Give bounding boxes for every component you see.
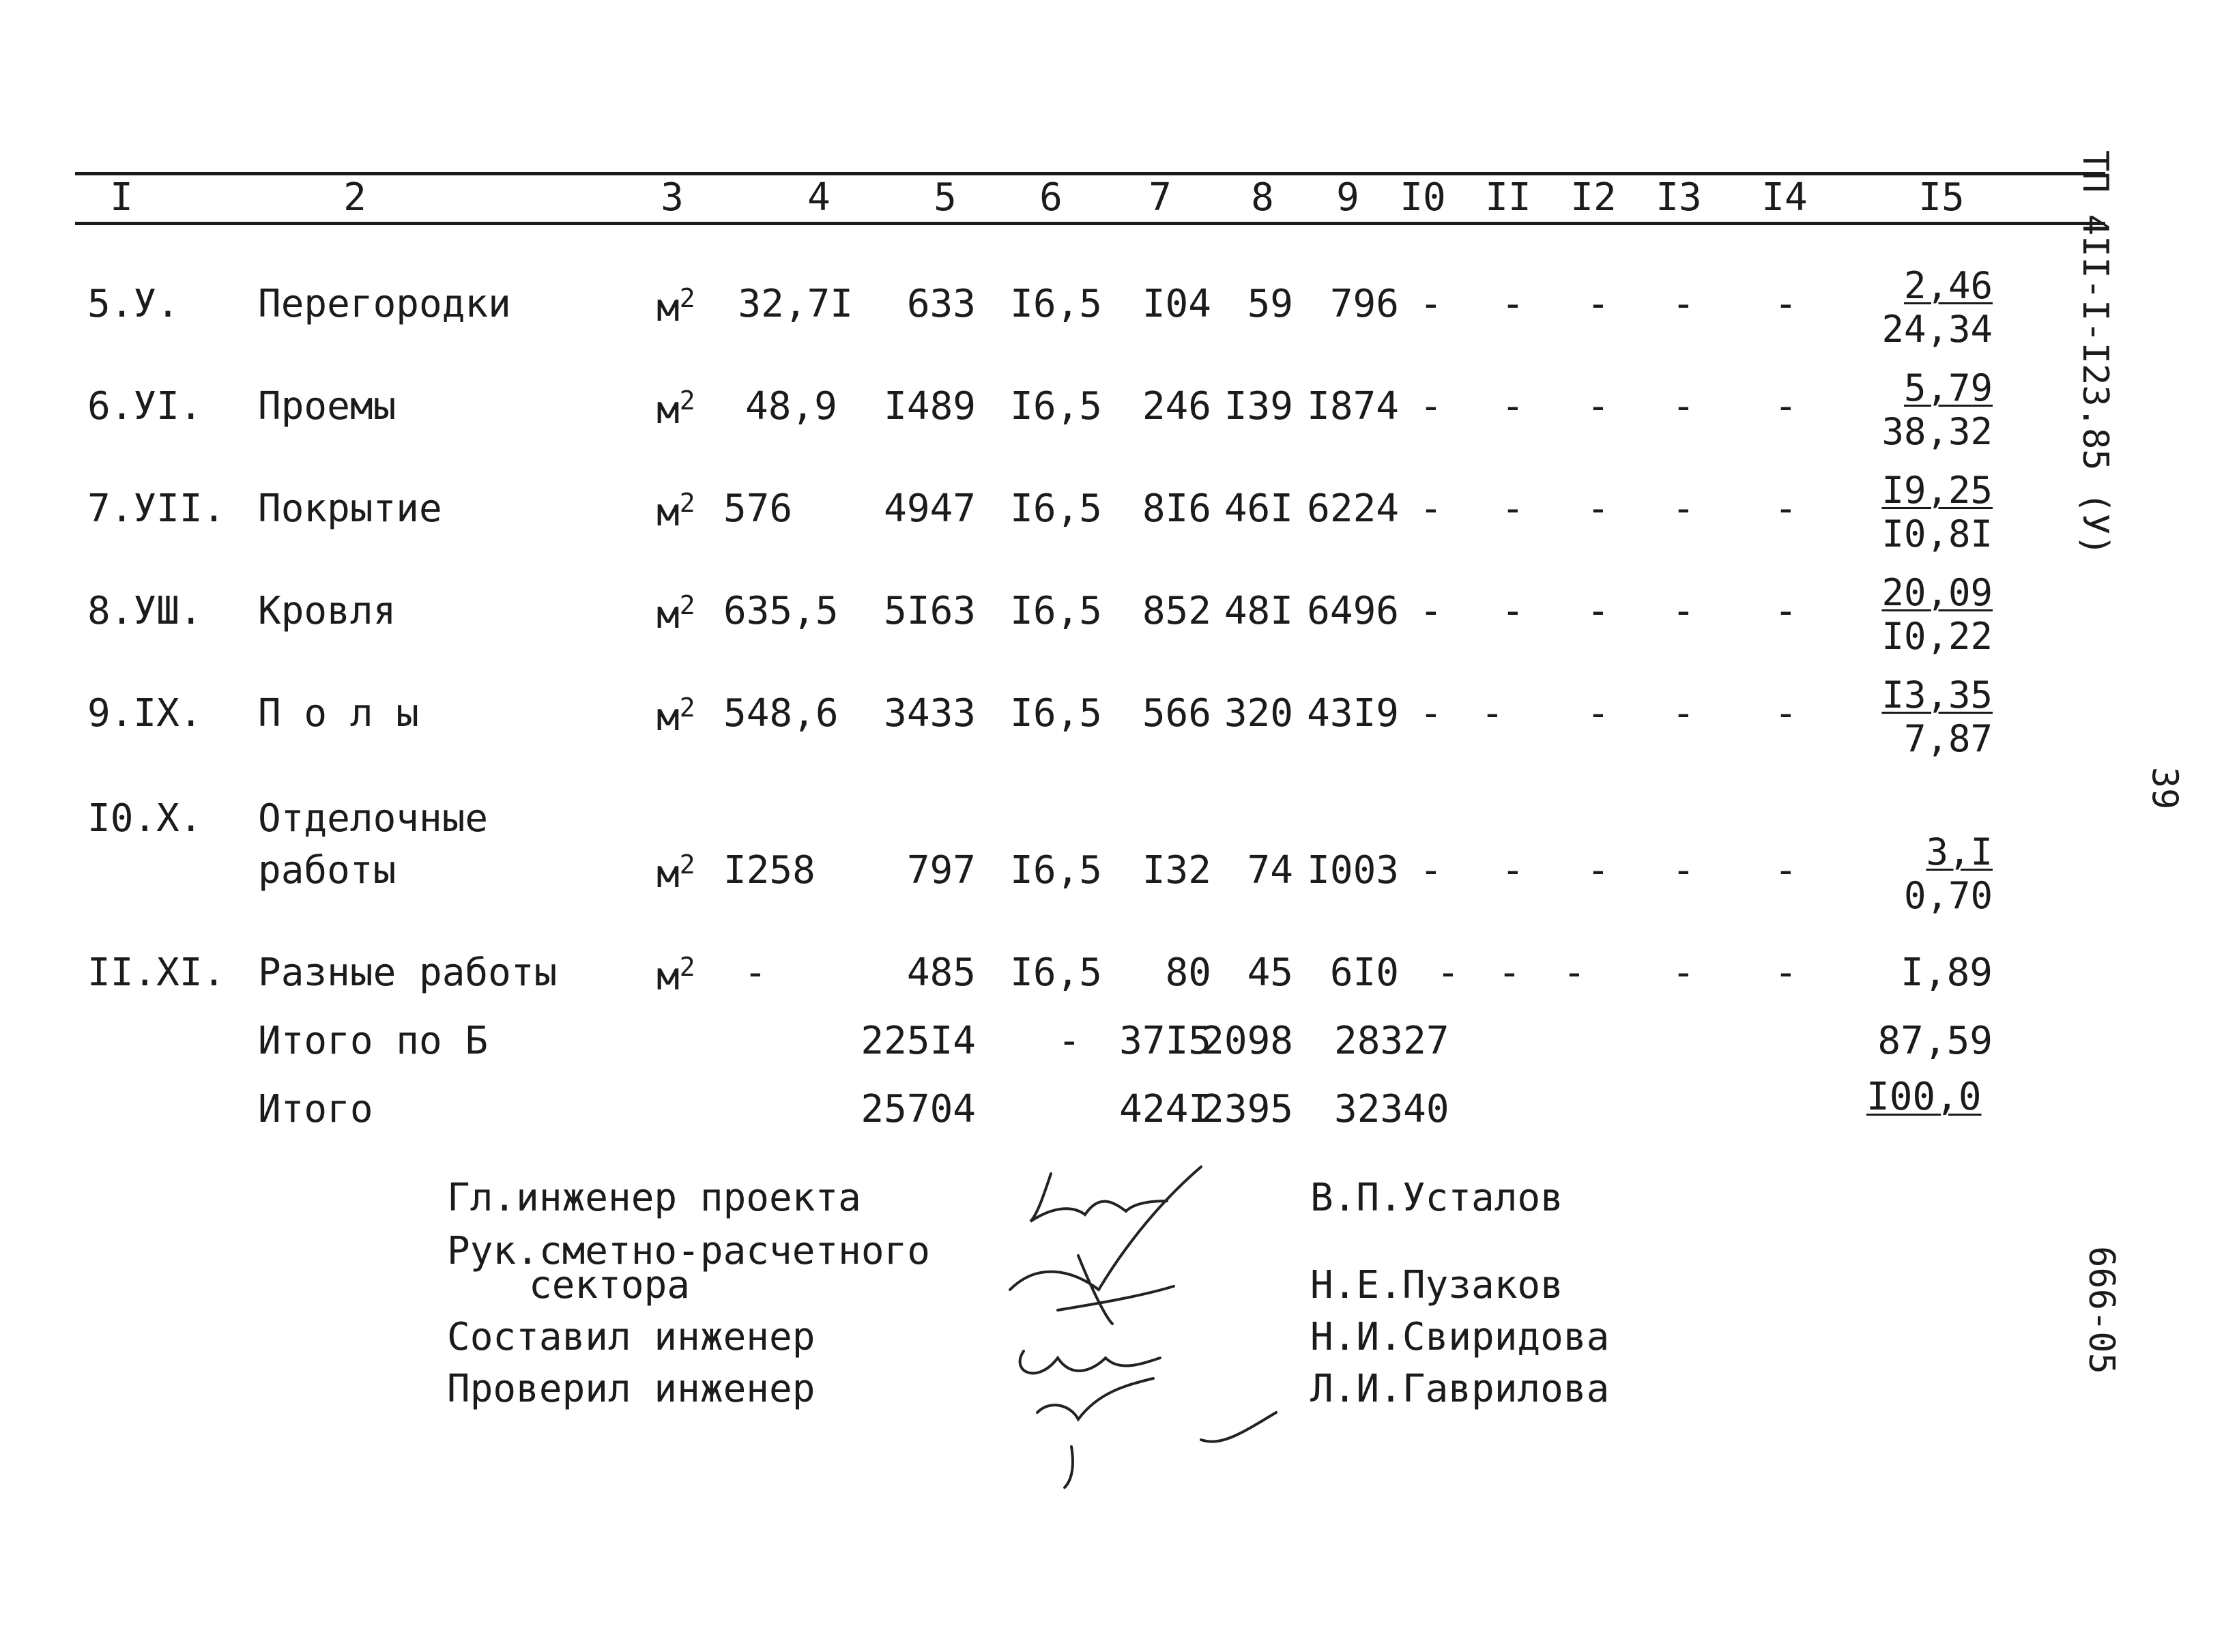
row-dash-13: - bbox=[1672, 384, 1695, 429]
row-col-9: 6496 bbox=[1307, 589, 1399, 633]
row-col-15-top: 3,I bbox=[1926, 830, 1993, 873]
row-dash-13: - bbox=[1672, 282, 1695, 326]
row-col-5: 485 bbox=[906, 951, 976, 995]
name-compiler: Н.И.Свиридова bbox=[1310, 1315, 1610, 1359]
row-col-6: I6,5 bbox=[1010, 848, 1102, 893]
col-header-13: I3 bbox=[1656, 175, 1702, 220]
row-col-8: 48I bbox=[1224, 589, 1293, 633]
row-col-4: I258 bbox=[723, 848, 815, 893]
row-col-8: 74 bbox=[1247, 848, 1293, 893]
row-name: Кровля bbox=[258, 589, 396, 633]
row-dash-11: - bbox=[1501, 848, 1525, 893]
col-header-12: I2 bbox=[1570, 175, 1617, 220]
row-dash-10: - bbox=[1419, 384, 1443, 429]
row-dash-14: - bbox=[1774, 384, 1797, 429]
row-col-8: 59 bbox=[1247, 282, 1293, 326]
row-dash-13: - bbox=[1672, 951, 1695, 995]
role-estimate-head: Рук.сметно-расчетного bbox=[447, 1229, 931, 1273]
row-dash-13: - bbox=[1672, 691, 1695, 736]
row-dash-11: - bbox=[1501, 589, 1525, 633]
signature-1 bbox=[1030, 1174, 1167, 1221]
row-dash-14: - bbox=[1774, 487, 1797, 531]
row-dash-12: - bbox=[1587, 487, 1610, 531]
grand-total-col-15: I00,0 bbox=[1866, 1075, 1982, 1119]
row-dash-12: - bbox=[1587, 282, 1610, 326]
col-header-1: I bbox=[110, 175, 133, 220]
handwritten-signatures bbox=[996, 1153, 1297, 1494]
row-dash-13: - bbox=[1672, 487, 1695, 531]
row-name-line-2: работы bbox=[258, 848, 396, 893]
row-col-4: 48,9 bbox=[745, 384, 837, 429]
row-number: 5.У. bbox=[87, 282, 179, 326]
row-number: 8.УШ. bbox=[87, 589, 203, 633]
row-dash-13: - bbox=[1672, 589, 1695, 633]
role-compiler: Составил инженер bbox=[447, 1315, 815, 1359]
row-col-15-top: I9,25 bbox=[1881, 469, 1993, 512]
row-col-15 bbox=[1843, 366, 1993, 453]
totals-col-7: 37I5 bbox=[1119, 1019, 1211, 1063]
row-number: I0.X. bbox=[87, 796, 203, 841]
row-col-6: I6,5 bbox=[1010, 487, 1102, 531]
row-col-15-bottom: 7,87 bbox=[1903, 717, 1993, 760]
row-col-15 bbox=[1843, 469, 1993, 555]
row-col-15 bbox=[1843, 571, 1993, 658]
row-col-9: 796 bbox=[1329, 282, 1399, 326]
role-checker: Проверил инженер bbox=[447, 1367, 815, 1411]
col-header-11: II bbox=[1485, 175, 1531, 220]
signature-2 bbox=[1010, 1167, 1201, 1324]
row-unit: $м^2$ bbox=[656, 693, 695, 740]
name-chief-engineer: В.П.Усталов bbox=[1310, 1176, 1563, 1220]
row-col-15-top: 20,09 bbox=[1881, 571, 1993, 614]
totals-label: Итого по Б bbox=[258, 1019, 489, 1063]
row-unit: $м^2$ bbox=[656, 283, 695, 330]
table-header-rule bbox=[75, 222, 2105, 225]
row-col-7: 566 bbox=[1142, 691, 1211, 736]
row-col-5: 3433 bbox=[884, 691, 976, 736]
row-col-6: I6,5 bbox=[1010, 384, 1102, 429]
grand-total-col-7: 424I bbox=[1119, 1087, 1211, 1131]
row-col-6: I6,5 bbox=[1010, 282, 1102, 326]
name-estimate-head: Н.Е.Пузаков bbox=[1310, 1263, 1563, 1307]
row-dash-10: - bbox=[1419, 691, 1443, 736]
row-col-5: 5I63 bbox=[884, 589, 976, 633]
name-checker: Л.И.Гаврилова bbox=[1310, 1367, 1610, 1411]
signature-4 bbox=[1037, 1378, 1276, 1488]
row-dash-11: - bbox=[1501, 384, 1525, 429]
row-number: 6.УI. bbox=[87, 384, 203, 429]
row-col-4: 576 bbox=[723, 487, 793, 531]
col-header-2: 2 bbox=[343, 175, 366, 220]
row-col-5: 4947 bbox=[884, 487, 976, 531]
row-name-line-1: Отделочные bbox=[258, 796, 489, 841]
row-dash-10: - bbox=[1419, 487, 1443, 531]
row-col-15: I,89 bbox=[1901, 951, 1993, 995]
row-dash-11: - bbox=[1501, 282, 1525, 326]
row-dash-10: - bbox=[1436, 951, 1460, 995]
row-col-15-bottom: I0,22 bbox=[1881, 615, 1993, 658]
row-col-9: I003 bbox=[1307, 848, 1399, 893]
row-dash-12: - bbox=[1587, 589, 1610, 633]
row-col-5: 797 bbox=[906, 848, 976, 893]
doc-code: ТП 4II-I-I23.85 (У) bbox=[2075, 150, 2115, 556]
row-col-7: 8I6 bbox=[1142, 487, 1211, 531]
page-number: 39 bbox=[2143, 766, 2185, 810]
row-col-15-bottom: 24,34 bbox=[1881, 308, 1993, 351]
row-col-8: 45 bbox=[1247, 951, 1293, 995]
row-col-7: I32 bbox=[1142, 848, 1211, 893]
row-col-15-top: 5,79 bbox=[1903, 366, 1993, 409]
row-dash-11: - bbox=[1501, 487, 1525, 531]
col-header-15: I5 bbox=[1918, 175, 1965, 220]
row-number: 9.IX. bbox=[87, 691, 203, 736]
totals-col-5: 225I4 bbox=[861, 1019, 976, 1063]
col-header-7: 7 bbox=[1149, 175, 1172, 220]
row-dash-11: - bbox=[1481, 691, 1504, 736]
row-col-4: 635,5 bbox=[723, 589, 839, 633]
row-name: Перегородки bbox=[258, 282, 511, 326]
row-col-7: I04 bbox=[1142, 282, 1211, 326]
row-dash-10: - bbox=[1419, 589, 1443, 633]
row-col-7: 852 bbox=[1142, 589, 1211, 633]
row-dash-12: - bbox=[1587, 384, 1610, 429]
row-col-5: 633 bbox=[906, 282, 976, 326]
row-col-8: 320 bbox=[1224, 691, 1293, 736]
row-col-15-bottom: 0,70 bbox=[1903, 874, 1993, 917]
col-header-10: I0 bbox=[1400, 175, 1446, 220]
row-dash-14: - bbox=[1774, 691, 1797, 736]
row-col-8: 46I bbox=[1224, 487, 1293, 531]
row-name: Проемы bbox=[258, 384, 396, 429]
totals-col-6: - bbox=[1058, 1019, 1081, 1063]
row-dash-10: - bbox=[1419, 848, 1443, 893]
row-col-15 bbox=[1843, 673, 1993, 760]
row-unit: $м^2$ bbox=[656, 590, 695, 637]
row-col-9: 43I9 bbox=[1307, 691, 1399, 736]
row-col-9: I874 bbox=[1307, 384, 1399, 429]
row-dash-11: - bbox=[1498, 951, 1521, 995]
row-col-9: 6224 bbox=[1307, 487, 1399, 531]
row-dash-10: - bbox=[1419, 282, 1443, 326]
row-dash-12: - bbox=[1563, 951, 1586, 995]
row-dash-13: - bbox=[1672, 848, 1695, 893]
grand-total-label: Итого bbox=[258, 1087, 373, 1131]
grand-total-col-9: 32340 bbox=[1334, 1087, 1449, 1131]
row-col-7: 80 bbox=[1165, 951, 1211, 995]
row-col-15-top: I3,35 bbox=[1881, 673, 1993, 716]
row-name: Разные работы bbox=[258, 951, 558, 995]
row-col-15-bottom: I0,8I bbox=[1881, 512, 1993, 555]
totals-col-15: 87,59 bbox=[1877, 1019, 1993, 1063]
row-col-6: I6,5 bbox=[1010, 589, 1102, 633]
row-col-15-top: 2,46 bbox=[1903, 264, 1993, 307]
row-col-4: 548,6 bbox=[723, 691, 839, 736]
totals-col-8: 2098 bbox=[1201, 1019, 1293, 1063]
grand-total-col-5: 25704 bbox=[861, 1087, 976, 1131]
row-dash-12: - bbox=[1587, 848, 1610, 893]
row-dash-14: - bbox=[1774, 589, 1797, 633]
role-estimate-head-sector: сектора bbox=[529, 1263, 691, 1307]
row-unit: $м^2$ bbox=[656, 952, 695, 999]
row-col-15-bottom: 38,32 bbox=[1881, 410, 1993, 453]
signature-3 bbox=[1020, 1351, 1160, 1373]
row-unit: $м^2$ bbox=[656, 386, 695, 433]
row-col-9: 6I0 bbox=[1329, 951, 1399, 995]
row-dash-14: - bbox=[1774, 951, 1797, 995]
col-header-3: 3 bbox=[661, 175, 684, 220]
order-code: 666-05 bbox=[2080, 1246, 2122, 1374]
row-col-15 bbox=[1843, 264, 1993, 351]
row-name: П о л ы bbox=[258, 691, 420, 736]
row-number: II.XI. bbox=[87, 951, 226, 995]
row-name: Покрытие bbox=[258, 487, 442, 531]
col-header-14: I4 bbox=[1761, 175, 1808, 220]
row-col-7: 246 bbox=[1142, 384, 1211, 429]
grand-total-col-8: 2395 bbox=[1201, 1087, 1293, 1131]
row-col-15 bbox=[1843, 830, 1993, 917]
row-col-8: I39 bbox=[1224, 384, 1293, 429]
totals-col-9: 28327 bbox=[1334, 1019, 1449, 1063]
col-header-6: 6 bbox=[1039, 175, 1063, 220]
col-header-4: 4 bbox=[807, 175, 831, 220]
row-number: 7.УII. bbox=[87, 487, 226, 531]
role-chief-engineer: Гл.инженер проекта bbox=[447, 1176, 861, 1220]
row-col-6: I6,5 bbox=[1010, 691, 1102, 736]
row-col-5: I489 bbox=[884, 384, 976, 429]
col-header-8: 8 bbox=[1251, 175, 1274, 220]
col-header-9: 9 bbox=[1336, 175, 1359, 220]
row-dash-14: - bbox=[1774, 282, 1797, 326]
row-unit: $м^2$ bbox=[656, 488, 695, 535]
row-col-4: - bbox=[744, 951, 767, 995]
row-dash-12: - bbox=[1587, 691, 1610, 736]
col-header-5: 5 bbox=[934, 175, 957, 220]
row-col-6: I6,5 bbox=[1010, 951, 1102, 995]
row-dash-14: - bbox=[1774, 848, 1797, 893]
row-col-4: 32,7I bbox=[738, 282, 853, 326]
row-unit: $м^2$ bbox=[656, 850, 695, 897]
